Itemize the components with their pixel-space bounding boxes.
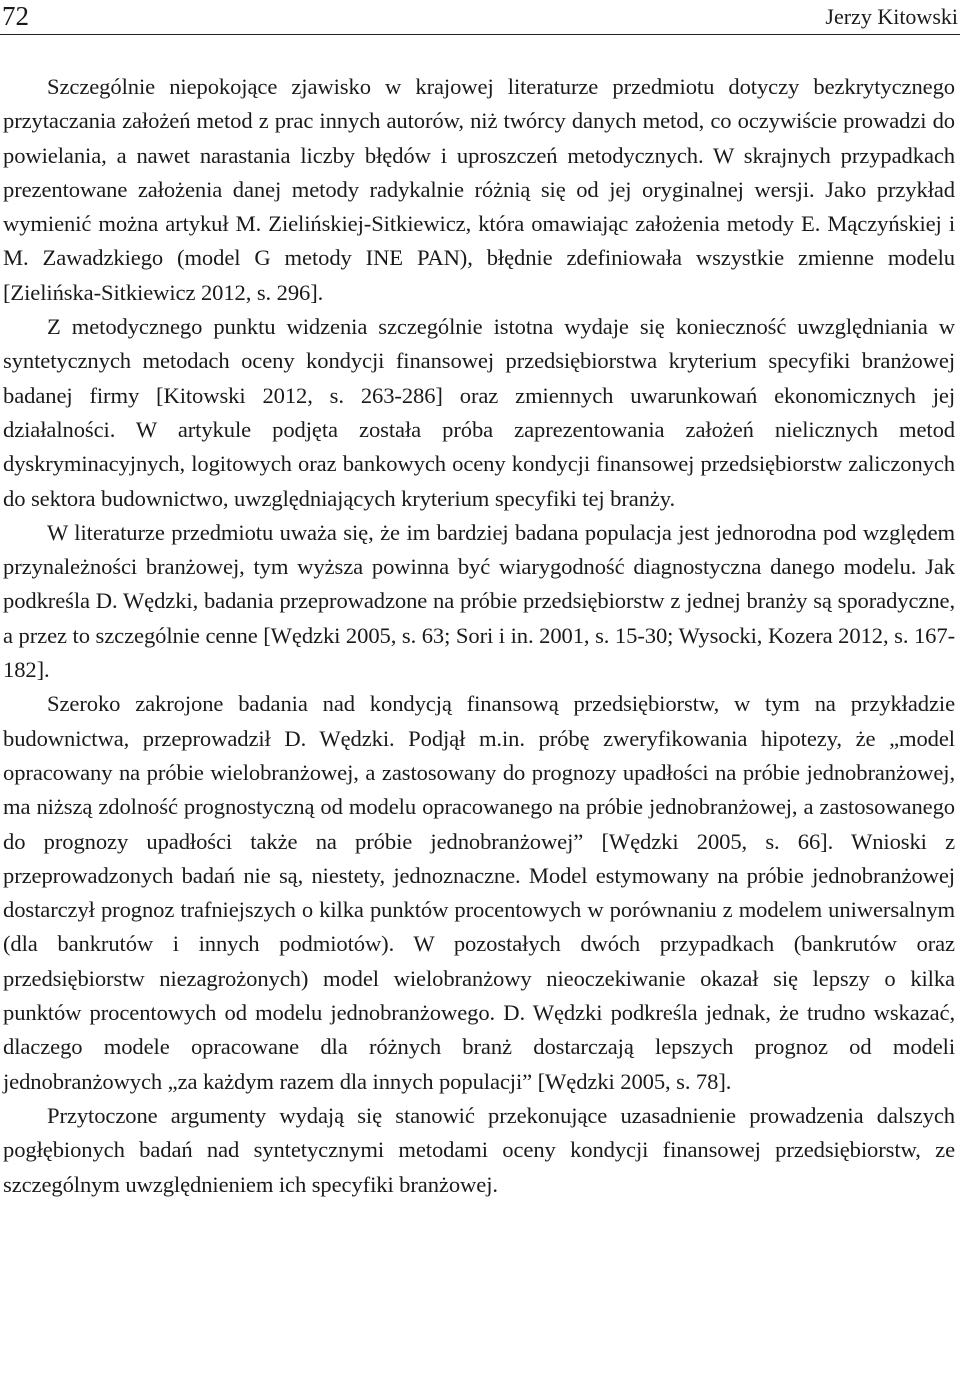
paragraph-3: W literaturze przedmiotu uważa się, że im bardziej badana populacja jest jednorodna pod względem przynależności branżowej, tym wyższa powinna być wiarygodność diagnostyczna danego modelu. Jak podkreśla D. Wędzki, badania przeprowadzone na próbie przedsiębiorstw z jednej branży są sporadyczne, a przez to szczególnie cenne [Wędzki 2005, s. 63; Sori i in. 2001, s. 15-30; Wysocki, Kozera 2012, s. 167-182]. (3, 519, 955, 683)
running-head-author: Jerzy Kitowski (825, 4, 958, 29)
paragraph-4: Szeroko zakrojone badania nad kondycją finansową przedsiębiorstw, w tym na przykładzie budownictwa, przeprowadził D. Wędzki. Podjął m.in. próbę zweryfikowania hipotezy, że „model opracowany na próbie wielobranżowej, a zastosowany do prognozy upadłości na próbie jednobranżowej, ma niższą zdolność prognostyczną od modelu opracowanego na próbie jednobranżowej, a zastosowanego do prognozy upadłości także na próbie jednobranżowej” [Wędzki 2005, s. 66]. Wnioski z przeprowadzonych badań nie są, niestety, jednoznaczne. Model estymowany na próbie jednobranżowej dostarczył prognoz trafniejszych o kilka punktów procentowych w porównaniu z modelem uniwersalnym (dla bankrutów i innych podmiotów). W pozostałych dwóch przypadkach (bankrutów oraz przedsiębiorstw niezagrożonych) model wielobranżowy nieoczekiwanie okazał się lepszy o kilka punktów procentowych od modelu jednobranżowego. D. Wędzki podkreśla jednak, że trudno wskazać, dlaczego modele opracowane dla różnych branż dostarczają lepszych prognoz od modeli jednobranżowych „za każdym razem dla innych populacji” [Wędzki 2005, s. 78]. (3, 691, 955, 1094)
page-number: 72 (2, 1, 29, 31)
paragraph-1: Szczególnie niepokojące zjawisko w krajowej literaturze przedmiotu dotyczy bezkrytycznego przytaczania założeń metod z prac innych autorów, niż twórcy danych metod, co oczywiście prowadzi do powielania, a nawet narastania liczby błędów i uproszczeń metodycznych. W skrajnych przypadkach prezentowane założenia danej metody radykalnie różnią się od jej oryginalnej wersji. Jako przykład wymienić można artykuł M. Zielińskiej-Sitkiewicz, która omawiając założenia metody E. Mączyńskiej i M. Zawadzkiego (model G metody INE PAN), błędnie zdefiniowała wszystkie zmienne modelu [Zielińska-Sitkiewicz 2012, s. 296]. (3, 74, 955, 305)
paragraph-2: Z metodycznego punktu widzenia szczególnie istotna wydaje się konieczność uwzględniania w syntetycznych metodach oceny kondycji finansowej przedsiębiorstwa kryterium specyfiki branżowej badanej firmy [Kitowski 2012, s. 263-286] oraz zmiennych uwarunkowań ekonomicznych jej działalności. W artykule podjęta została próba zaprezentowania założeń nielicznych metod dyskryminacyjnych, logitowych oraz bankowych oceny kondycji finansowej przedsiębiorstw zaliczonych do sektora budownictwo, uwzględniających kryterium specyfiki tej branży. (3, 314, 955, 511)
paragraph-5: Przytoczone argumenty wydają się stanowić przekonujące uzasadnienie prowadzenia dalszych pogłębionych badań nad syntetycznymi metodami oceny kondycji finansowej przedsiębiorstw, ze szczególnym uwzględnieniem ich specyfiki branżowej. (3, 1102, 955, 1197)
body-text (3, 70, 955, 1202)
page-header (0, 0, 960, 35)
